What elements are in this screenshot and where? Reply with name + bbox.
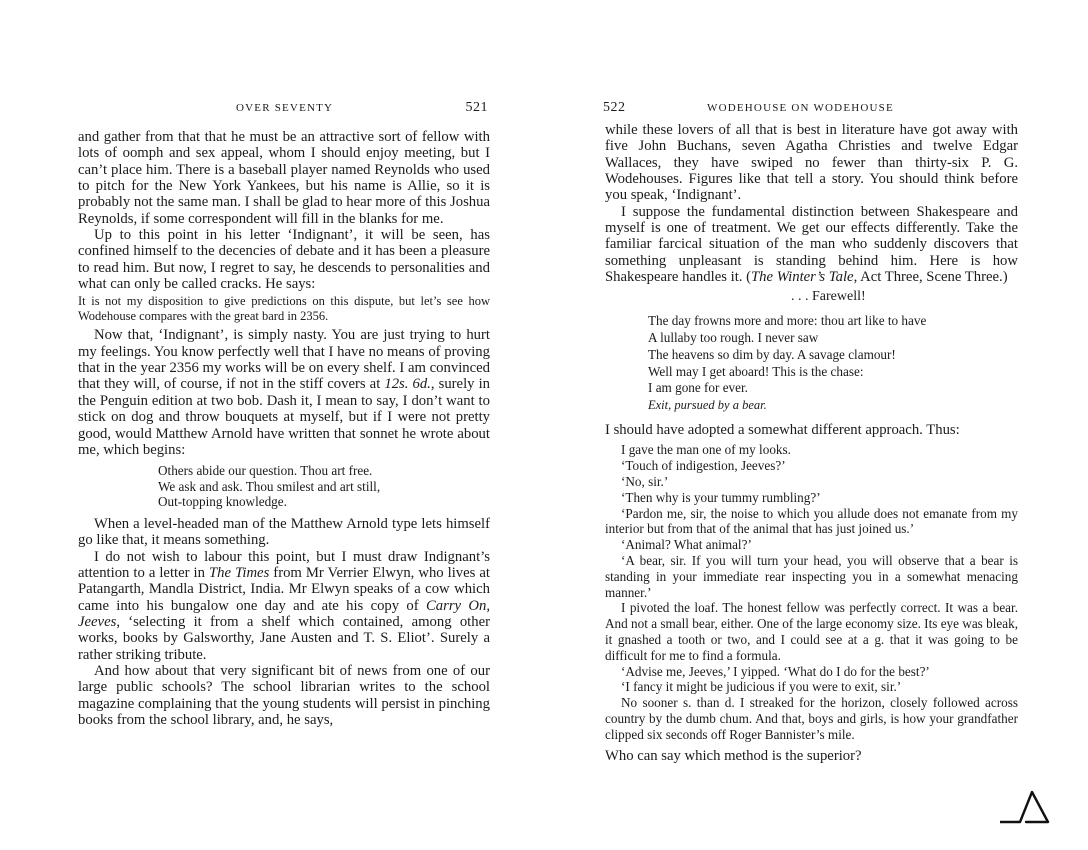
- stage-direction: Exit, pursued by a bear.: [648, 398, 767, 413]
- quote-line: The heavens so dim by day. A savage clamour!: [648, 346, 896, 362]
- right-running-head: WODEHOUSE ON WODEHOUSE: [707, 102, 894, 114]
- book-title: Carry On, Jeeves: [78, 597, 490, 631]
- right-paragraph-3: I should have adopted a somewhat different approach. Thus:: [605, 422, 960, 439]
- left-running-head: OVER SEVENTY: [236, 102, 334, 114]
- verse-line: Others abide our question. Thou art free.: [158, 463, 373, 479]
- quote-lead: . . . Farewell!: [791, 289, 866, 305]
- letter-extract: It is not my disposition to give predictions on this dispute, but let’s see how Wodehouse compares with the great bard in 2356.: [78, 294, 490, 324]
- left-page-header: [78, 100, 490, 118]
- dialogue-line: ‘I fancy it might be judicious if you were to exit, sir.’: [621, 679, 902, 695]
- quote-line: The day frowns more and more: thou art like to have: [648, 313, 927, 329]
- left-paragraph-4: When a level-headed man of the Matthew Arnold type lets himself go like that, it means something.: [78, 515, 490, 549]
- dialogue-line: No sooner s. than d. I streaked for the horizon, closely followed across country by the dumb chum. And that, boys and girls, is how your grandfather clipped six seconds off Roger Bannister’s mile.: [605, 695, 1018, 742]
- left-paragraph-1: and gather from that that he must be an attractive sort of fellow with lots of oomph and sex appeal, whom I should enjoy meeting, but I can’t place him. There is a baseball player named Reynolds who used to pitch for the New York Yankees, but his name is Allie, so it is probably not the same man. I shall be glad to hear more of this Joshua Reynolds, if some correspondent will fill in the blanks for me.: [78, 129, 490, 227]
- right-page-body: [605, 122, 1018, 764]
- quote-line: Well may I get aboard! This is the chase:: [648, 363, 864, 379]
- right-paragraph-1: while these lovers of all that is best in literature have got away with five John Buchans, seven Agatha Christies and twelve Edgar Wallaces, they have swiped no fewer than thirty-six P. G. Wodehouses. Figures like that tell a story. You should think before you speak, ‘Indignant’.: [605, 122, 1018, 204]
- jeeves-dialogue: [605, 442, 1018, 742]
- left-paragraph-2: Up to this point in his letter ‘Indignant’, it will be seen, has confined himself to the decencies of debate and it has been a pleasure to read him. But now, I regret to say, he descends to personalities and what can only be called cracks. He says:: [78, 227, 490, 293]
- left-page-body: [78, 129, 490, 728]
- play-title: The Winter’s Tale: [751, 269, 854, 286]
- dialogue-line: ‘Pardon me, sir, the noise to which you allude does not emanate from my interior but from that of the animal that has just joined us.’: [605, 505, 1018, 537]
- right-paragraph-2: I suppose the fundamental distinction between Shakespeare and myself is one of treatment. We get our effects differently. Take the familiar farcical situation of the man who suddenly discovers that something unpleasant is standing behind him. Here is how Shakespeare handles it. (The Winter’s Tale, Act Three, Scene Three.): [605, 203, 1018, 286]
- dialogue-line: I pivoted the loaf. The honest fellow was perfectly correct. It was a bear. And not a small bear, either. One of the large economy size. Its eye was bleak, it gnashed a tooth or two, and I could see at a g. that it was going to be difficult for me to find a formula.: [605, 600, 1018, 663]
- dialogue-line: ‘Advise me, Jeeves,’ I yipped. ‘What do I do for the best?’: [621, 663, 930, 679]
- closing-line: Who can say which method is the superior?: [605, 747, 862, 764]
- pen-mark-drawing: [1000, 778, 1060, 838]
- right-page-header: [605, 100, 1018, 118]
- price-shillings: 12s. 6d.: [384, 376, 431, 393]
- verse-line: We ask and ask. Thou smilest and art still,: [158, 478, 381, 494]
- dialogue-line: ‘Animal? What animal?’: [621, 537, 752, 553]
- newspaper-title: The Times: [208, 565, 270, 581]
- quote-line: A lullaby too rough. I never saw: [648, 330, 819, 346]
- dialogue-line: ‘No, sir.’: [621, 473, 669, 489]
- quote-line: I am gone for ever.: [648, 380, 748, 396]
- dialogue-line: ‘A bear, sir. If you will turn your head, you will observe that a bear is standing in your immediate rear inspecting you in a somewhat menacing manner.’: [605, 552, 1018, 600]
- right-page-number: 522: [603, 100, 626, 115]
- left-page-number: 521: [465, 100, 488, 115]
- dialogue-line: ‘Then why is your tummy rumbling?’: [621, 489, 821, 505]
- dialogue-line: ‘Touch of indigestion, Jeeves?’: [621, 458, 786, 474]
- shakespeare-quote: [648, 289, 1018, 414]
- arnold-sonnet-quote: [158, 463, 490, 510]
- left-paragraph-6: And how about that very significant bit of news from one of our large public schools? The school librarian writes to the school magazine complaining that the young students will persist in pinching books from the school library, and, he says,: [78, 663, 490, 729]
- left-paragraph-3: Now that, ‘Indignant’, is simply nasty. You are just trying to hurt my feelings. You know perfectly well that I have no means of proving that in the year 2356 my works will be on every shelf. I am convinced that they will, of course, if not in the stiff covers at 12s. 6d., surely in the Penguin edition at two bob. Dash it, I mean to say, I don’t want to stick on dog and throw bouquets at myself, but if I were not pretty good, would Matthew Arnold have written that sonnet he wrote about me, which begins:: [78, 327, 490, 458]
- dialogue-line: I gave the man one of my looks.: [621, 442, 791, 458]
- left-paragraph-5: I do not wish to labour this point, but I must draw Indignant’s attention to a letter in The Times from Mr Verrier Elwyn, who lives at Patangarth, Mandla District, India. Mr Elwyn speaks of a cow which came into his bungalow one day and ate his copy of Carry On, Jeeves, ‘selecting it from a shelf which contained, among other works, books by Galsworthy, Jane Austen and T. S. Eliot’. Surely a rather striking tribute.: [78, 548, 490, 663]
- verse-line: Out-topping knowledge.: [158, 494, 287, 510]
